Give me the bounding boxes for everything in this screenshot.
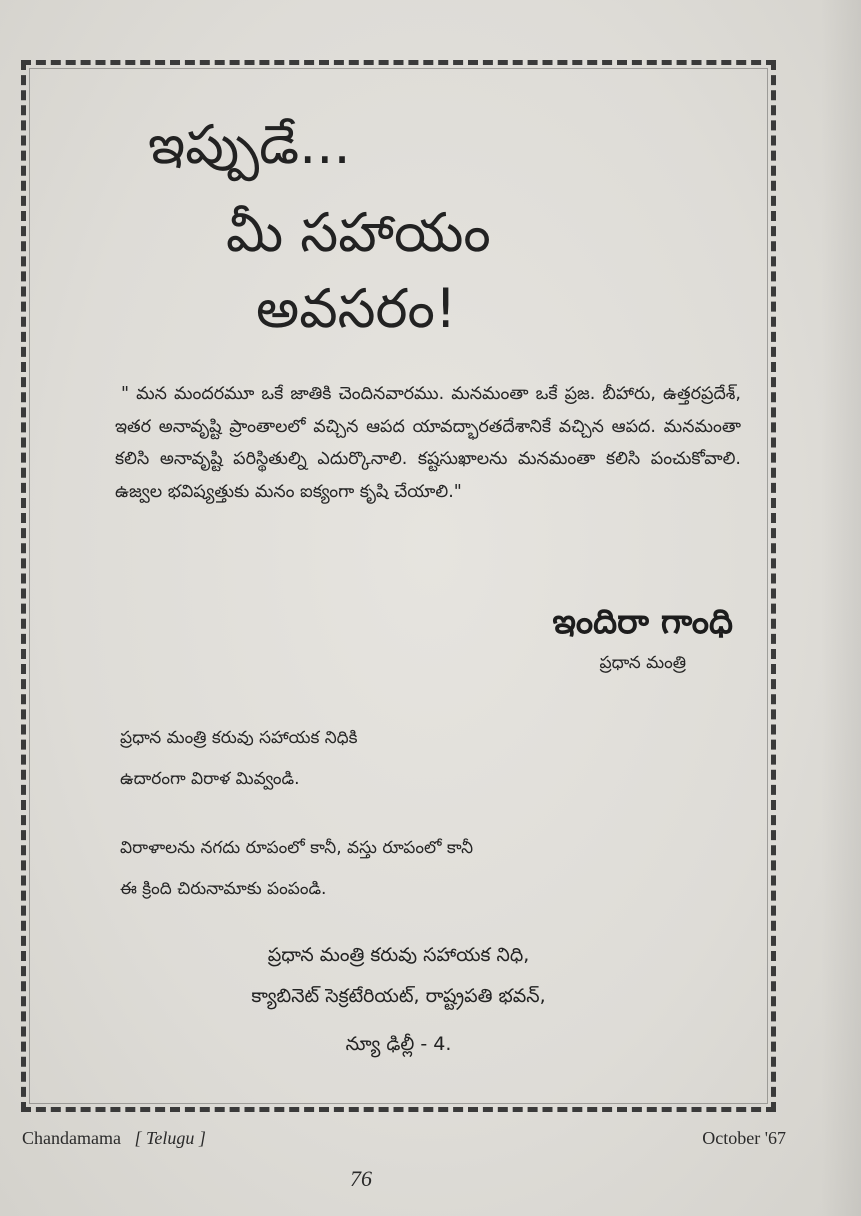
quote-paragraph: " మన మందరమూ ఒకే జాతికి చెందినవారము. మనమంతా ఒకే ప్రజ. బీహారు, ఉత్తరప్రదేశ్, ఇతర అనావృష్టి ప్రాంతాలలో వచ్చిన ఆపద యావద్భారతదేశానికే వచ్చిన ఆపద. మనమంతా కలిసి అనావృష్టి పరిస్థితుల్ని ఎదుర్కొనాలి. కష్టసుఖాలను మనమంతా కలిసి పంచుకోవాలి. ఉజ్వల భవిష్యత్తుకు మనం ఐక్యంగా కృషి చేయాలి."	[115, 384, 741, 502]
address-line-2: క్యాబినెట్ సెక్రటేరియట్, రాష్ట్రపతి భవన్,	[251, 985, 546, 1007]
address-line-3: న్యూ ఢిల్లీ - 4.	[345, 1033, 452, 1055]
appeal-line-4: ఈ క్రింది చిరునామాకు పంపండి.	[120, 879, 327, 899]
headline-line-3: అవసరం!	[256, 277, 457, 340]
footer-date: October '67	[702, 1128, 786, 1148]
signature-name: ఇందిరా గాంధి	[552, 602, 733, 642]
magazine-name: Chandamama	[22, 1128, 121, 1148]
page-edge-shadow	[821, 0, 861, 1216]
address-line-1: ప్రధాన మంత్రి కరువు సహాయక నిధి,	[267, 944, 530, 966]
magazine-edition: [ Telugu ]	[134, 1128, 206, 1148]
appeal-block-1	[120, 718, 358, 800]
appeal-line-2: ఉదారంగా విరాళ మివ్వండి.	[120, 769, 300, 789]
headline-line-2: మీ సహాయం	[226, 201, 491, 264]
appeal-line-3: విరాళాలను నగదు రూపంలో కానీ, వస్తు రూపంలో కానీ	[120, 838, 474, 858]
appeal-line-1: ప్రధాన మంత్రి కరువు సహాయక నిధికి	[120, 728, 358, 748]
signature-title: ప్రధాన మంత్రి	[599, 653, 686, 673]
appeal-block-2	[120, 828, 473, 910]
page-number: 76	[350, 1166, 372, 1191]
headline-line-1: ఇప్పుడే...	[148, 113, 351, 176]
footer-magazine	[22, 1128, 206, 1149]
